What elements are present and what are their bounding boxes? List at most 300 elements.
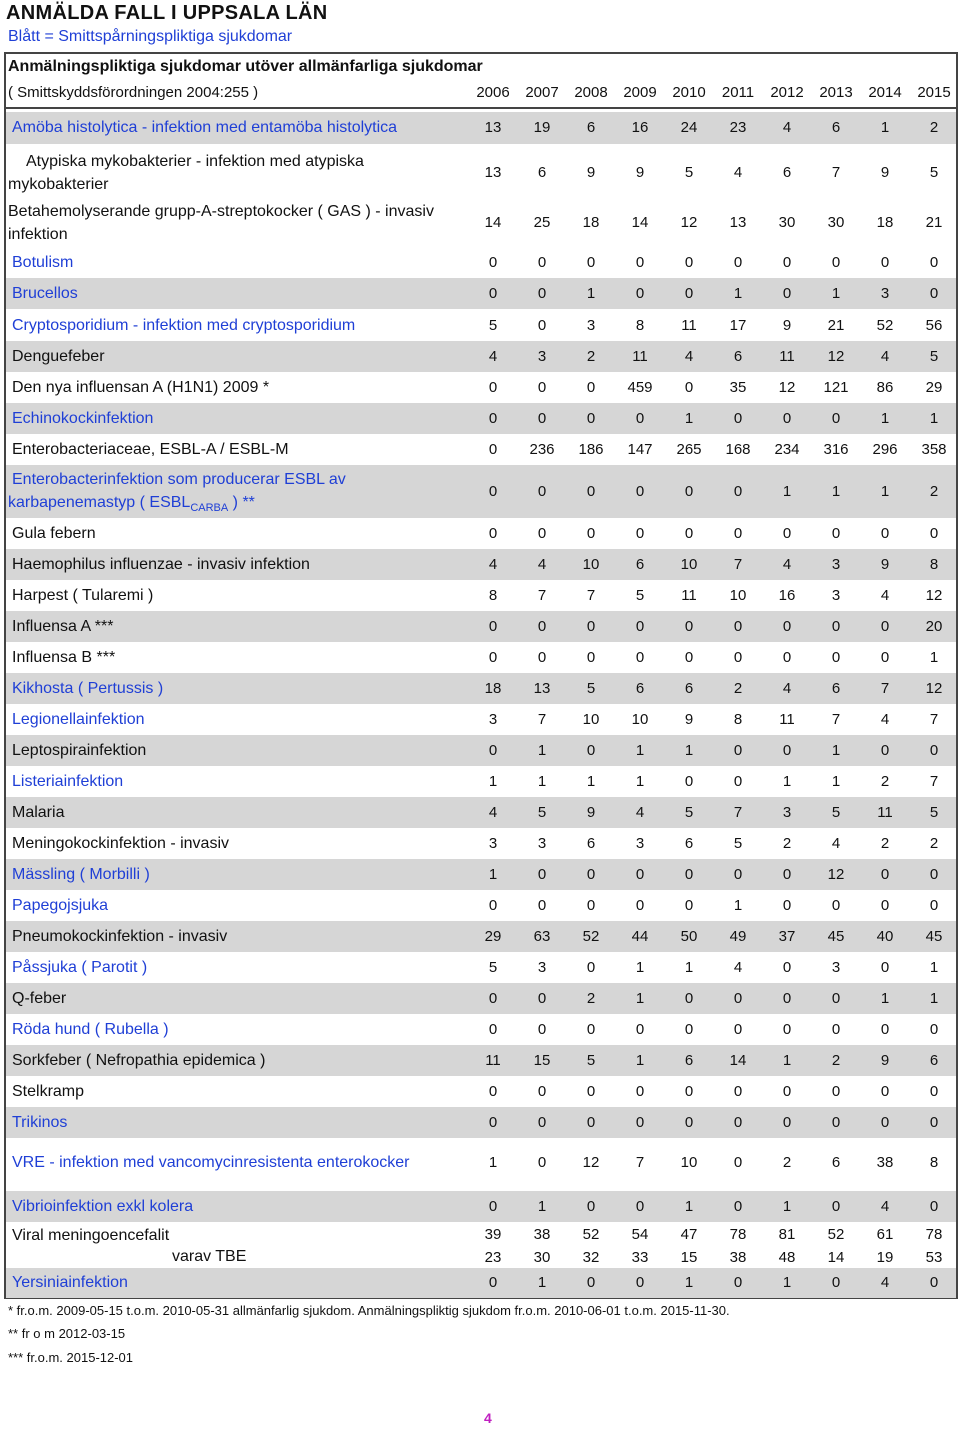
value-cell: 11 [485, 1052, 501, 1069]
value-cell: 0 [537, 379, 547, 396]
value-cell: 0 [733, 410, 743, 427]
value-cell: 0 [831, 1021, 841, 1038]
value-cell: 0 [782, 990, 792, 1007]
value-cell: 4 [880, 1274, 890, 1291]
table-row [6, 341, 956, 372]
value-cell: 1 [831, 285, 841, 302]
table-row [6, 200, 956, 246]
subvalue-cell: 30 [533, 1249, 551, 1266]
value-cell: 23 [729, 119, 747, 136]
table-row [6, 797, 956, 828]
value-cell: 1 [635, 773, 645, 790]
value-cell: 4 [831, 835, 841, 852]
table-row [6, 1268, 956, 1298]
value-cell: 0 [635, 897, 645, 914]
value-cell: 1 [880, 990, 890, 1007]
value-cell: 0 [586, 618, 596, 635]
value-cell: 0 [880, 742, 890, 759]
value-cell: 0 [537, 990, 547, 1007]
value-cell: 0 [488, 897, 498, 914]
value-cell: 0 [782, 742, 792, 759]
value-cell: 5 [488, 959, 498, 976]
page-subtitle: Blått = Smittspårningspliktiga sjukdomar [8, 28, 293, 45]
value-cell: 7 [586, 587, 596, 604]
value-cell: 30 [778, 214, 796, 231]
value-cell: 4 [880, 711, 890, 728]
value-cell: 3 [831, 587, 841, 604]
disease-name: Sorkfeber ( Nefropathia epidemica ) [12, 1051, 266, 1069]
value-cell: 11 [681, 317, 697, 334]
value-cell: 39 [484, 1226, 502, 1243]
value-cell: 49 [729, 928, 747, 945]
value-cell: 6 [684, 835, 694, 852]
value-cell: 0 [586, 379, 596, 396]
value-cell: 7 [635, 1154, 645, 1171]
disease-name: Gula febern [12, 524, 96, 542]
table-subheading: ( Smittskyddsförordningen 2004:255 ) [8, 84, 259, 101]
value-cell: 29 [484, 928, 502, 945]
value-cell: 1 [782, 483, 792, 500]
value-cell: 234 [774, 441, 800, 458]
value-cell: 0 [733, 1021, 743, 1038]
value-cell: 1 [635, 959, 645, 976]
value-cell: 11 [632, 348, 648, 365]
value-cell: 0 [733, 1114, 743, 1131]
value-cell: 12 [827, 348, 845, 365]
value-cell: 5 [929, 804, 939, 821]
disease-name: Atypiska mykobakterier - infektion med atypiska mykobakterier [8, 153, 364, 193]
value-cell: 6 [586, 835, 596, 852]
value-cell: 44 [631, 928, 649, 945]
value-cell: 5 [684, 804, 694, 821]
value-cell: 0 [684, 1114, 694, 1131]
table-row [6, 403, 956, 434]
value-cell: 5 [635, 587, 645, 604]
value-cell: 0 [488, 742, 498, 759]
value-cell: 0 [635, 649, 645, 666]
year-header: 2009 [623, 84, 657, 101]
value-cell: 1 [831, 742, 841, 759]
disease-subname: varav TBE [172, 1248, 247, 1265]
value-cell: 7 [880, 680, 890, 697]
value-cell: 0 [929, 1114, 939, 1131]
value-cell: 1 [488, 866, 498, 883]
value-cell: 3 [831, 556, 841, 573]
table-row [6, 1014, 956, 1045]
value-cell: 0 [684, 525, 694, 542]
value-cell: 0 [488, 1198, 498, 1215]
disease-name: Legionellainfektion [12, 710, 145, 728]
value-cell: 0 [488, 649, 498, 666]
table-row [6, 859, 956, 890]
value-cell: 0 [635, 1114, 645, 1131]
subvalue-cell: 19 [876, 1249, 894, 1266]
value-cell: 0 [782, 285, 792, 302]
value-cell: 78 [925, 1226, 943, 1243]
value-cell: 0 [733, 254, 743, 271]
value-cell: 2 [880, 773, 890, 790]
value-cell: 0 [831, 618, 841, 635]
table-row [6, 1222, 956, 1268]
subvalue-cell: 38 [729, 1249, 747, 1266]
value-cell: 1 [488, 1154, 498, 1171]
footnote-1: * fr.o.m. 2009-05-15 t.o.m. 2010-05-31 allmänfarlig sjukdom. Anmälningspliktig sjukdom fr.o.m. 2010-06-01 t.o.m. 2015-11-30. [8, 1303, 730, 1318]
value-cell: 3 [488, 835, 498, 852]
value-cell: 0 [733, 1198, 743, 1215]
value-cell: 0 [488, 1021, 498, 1038]
disease-name: Amöba histolytica - infektion med entamöba histolytica [12, 119, 398, 136]
value-cell: 1 [733, 897, 743, 914]
value-cell: 6 [831, 1154, 841, 1171]
value-cell: 0 [586, 1083, 596, 1100]
value-cell: 0 [586, 1198, 596, 1215]
value-cell: 0 [831, 410, 841, 427]
value-cell: 19 [533, 119, 551, 136]
table-row [6, 673, 956, 704]
value-cell: 2 [929, 483, 939, 500]
value-cell: 6 [831, 680, 841, 697]
value-cell: 30 [827, 214, 845, 231]
value-cell: 1 [537, 1274, 547, 1291]
value-cell: 8 [929, 1154, 939, 1171]
value-cell: 0 [586, 525, 596, 542]
value-cell: 0 [635, 1021, 645, 1038]
value-cell: 6 [929, 1052, 939, 1069]
value-cell: 4 [880, 348, 890, 365]
value-cell: 0 [635, 254, 645, 271]
disease-name: Enterobacterinfektion som producerar ESBL av karbapenemastyp ( $ESBL_{CARBA}$ ) ** [8, 471, 346, 514]
value-cell: 0 [782, 959, 792, 976]
value-cell: 45 [827, 928, 845, 945]
value-cell: 0 [586, 254, 596, 271]
disease-name: Harpest ( Tularemi ) [12, 586, 154, 604]
table-row [6, 1191, 956, 1222]
disease-name: Pneumokockinfektion - invasiv [12, 927, 228, 945]
value-cell: 0 [537, 649, 547, 666]
value-cell: 6 [831, 119, 841, 136]
value-cell: 21 [827, 317, 845, 334]
value-cell: 0 [831, 1114, 841, 1131]
value-cell: 0 [782, 866, 792, 883]
table-row [6, 983, 956, 1014]
value-cell: 5 [929, 164, 939, 181]
value-cell: 0 [831, 254, 841, 271]
value-cell: 0 [586, 483, 596, 500]
value-cell: 7 [831, 164, 841, 181]
value-cell: 0 [929, 1274, 939, 1291]
value-cell: 52 [827, 1226, 845, 1243]
value-cell: 15 [533, 1052, 551, 1069]
value-cell: 0 [684, 285, 694, 302]
disease-name: Echinokockinfektion [12, 409, 154, 427]
value-cell: 18 [484, 680, 502, 697]
disease-name: Influensa B *** [12, 648, 116, 666]
value-cell: 1 [782, 1052, 792, 1069]
value-cell: 9 [586, 164, 596, 181]
value-cell: 0 [586, 649, 596, 666]
value-cell: 52 [582, 928, 600, 945]
table-row [6, 250, 956, 276]
value-cell: 0 [831, 1274, 841, 1291]
disease-name: Brucellos [12, 284, 78, 302]
value-cell: 0 [880, 618, 890, 635]
value-cell: 0 [880, 649, 890, 666]
table-row [6, 112, 956, 144]
value-cell: 0 [586, 1021, 596, 1038]
disease-name: Kikhosta ( Pertussis ) [12, 679, 164, 697]
value-cell: 12 [582, 1154, 600, 1171]
value-cell: 9 [880, 1052, 890, 1069]
table-row [6, 704, 956, 735]
value-cell: 20 [925, 618, 943, 635]
table-row [6, 310, 956, 341]
value-cell: 0 [586, 1274, 596, 1291]
value-cell: 0 [537, 254, 547, 271]
value-cell: 4 [488, 804, 498, 821]
value-cell: 0 [537, 1021, 547, 1038]
value-cell: 186 [578, 441, 604, 458]
value-cell: 8 [635, 317, 645, 334]
value-cell: 0 [929, 866, 939, 883]
value-cell: 0 [586, 959, 596, 976]
value-cell: 1 [537, 742, 547, 759]
value-cell: 3 [831, 959, 841, 976]
table-row [6, 1143, 956, 1183]
value-cell: 6 [684, 680, 694, 697]
value-cell: 0 [782, 410, 792, 427]
value-cell: 8 [488, 587, 498, 604]
subvalue-cell: 23 [484, 1249, 502, 1266]
value-cell: 1 [586, 285, 596, 302]
value-cell: 3 [782, 804, 792, 821]
value-cell: 265 [676, 441, 702, 458]
value-cell: 5 [733, 835, 743, 852]
value-cell: 2 [880, 835, 890, 852]
value-cell: 0 [488, 483, 498, 500]
value-cell: 1 [488, 773, 498, 790]
value-cell: 0 [929, 1083, 939, 1100]
value-cell: 10 [582, 556, 600, 573]
value-cell: 0 [929, 285, 939, 302]
value-cell: 5 [586, 1052, 596, 1069]
value-cell: 0 [635, 866, 645, 883]
value-cell: 0 [782, 897, 792, 914]
value-cell: 147 [627, 441, 653, 458]
value-cell: 5 [831, 804, 841, 821]
value-cell: 3 [537, 959, 547, 976]
value-cell: 0 [537, 618, 547, 635]
disease-name: Q-feber [12, 989, 67, 1007]
value-cell: 14 [631, 214, 649, 231]
value-cell: 3 [488, 711, 498, 728]
subscript-label: CARBA [190, 502, 229, 514]
value-cell: 21 [925, 214, 943, 231]
value-cell: 5 [929, 348, 939, 365]
value-cell: 3 [537, 348, 547, 365]
value-cell: 1 [929, 649, 939, 666]
value-cell: 38 [876, 1154, 894, 1171]
table-row [6, 921, 956, 952]
table-row [6, 766, 956, 797]
value-cell: 0 [733, 618, 743, 635]
disease-name: Den nya influensan A (H1N1) 2009 * [12, 378, 270, 396]
value-cell: 0 [782, 254, 792, 271]
disease-name: Mässling ( Morbilli ) [12, 865, 150, 883]
value-cell: 0 [880, 1021, 890, 1038]
value-cell: 0 [831, 1083, 841, 1100]
value-cell: 0 [488, 618, 498, 635]
value-cell: 1 [929, 959, 939, 976]
year-header: 2014 [868, 84, 902, 101]
value-cell: 0 [880, 959, 890, 976]
disease-name: Trikinos [12, 1113, 68, 1131]
value-cell: 0 [733, 742, 743, 759]
value-cell: 6 [733, 348, 743, 365]
value-cell: 0 [831, 990, 841, 1007]
value-cell: 0 [684, 866, 694, 883]
value-cell: 0 [831, 897, 841, 914]
value-cell: 0 [880, 1114, 890, 1131]
value-cell: 236 [529, 441, 555, 458]
disease-name: Yersiniainfektion [12, 1274, 128, 1291]
value-cell: 3 [537, 835, 547, 852]
value-cell: 0 [684, 379, 694, 396]
value-cell: 2 [929, 119, 939, 136]
subvalue-cell: 14 [827, 1249, 845, 1266]
value-cell: 10 [582, 711, 600, 728]
value-cell: 12 [778, 379, 796, 396]
value-cell: 12 [827, 866, 845, 883]
table-row [6, 952, 956, 983]
value-cell: 0 [684, 1083, 694, 1100]
value-cell: 1 [684, 1198, 694, 1215]
value-cell: 4 [733, 164, 743, 181]
value-cell: 2 [733, 680, 743, 697]
value-cell: 296 [872, 441, 898, 458]
value-cell: 0 [635, 525, 645, 542]
value-cell: 12 [680, 214, 698, 231]
page-title: ANMÄLDA FALL I UPPSALA LÄN [6, 2, 328, 24]
value-cell: 13 [484, 119, 502, 136]
value-cell: 10 [680, 556, 698, 573]
value-cell: 1 [684, 959, 694, 976]
value-cell: 1 [880, 483, 890, 500]
value-cell: 0 [488, 1114, 498, 1131]
value-cell: 2 [586, 990, 596, 1007]
value-cell: 1 [635, 990, 645, 1007]
value-cell: 61 [876, 1226, 894, 1243]
value-cell: 0 [733, 1274, 743, 1291]
value-cell: 0 [733, 990, 743, 1007]
value-cell: 18 [582, 214, 600, 231]
year-header: 2011 [721, 84, 755, 101]
table-row [6, 518, 956, 549]
value-cell: 1 [537, 773, 547, 790]
value-cell: 0 [684, 1021, 694, 1038]
year-header: 2013 [819, 84, 853, 101]
value-cell: 0 [537, 317, 547, 334]
value-cell: 7 [929, 711, 939, 728]
value-cell: 24 [680, 119, 698, 136]
disease-name: Listeriainfektion [12, 772, 124, 790]
value-cell: 0 [635, 618, 645, 635]
value-cell: 0 [684, 990, 694, 1007]
value-cell: 0 [831, 525, 841, 542]
value-cell: 3 [635, 835, 645, 852]
value-cell: 0 [733, 483, 743, 500]
value-cell: 0 [586, 742, 596, 759]
value-cell: 168 [725, 441, 751, 458]
value-cell: 0 [586, 410, 596, 427]
value-cell: 121 [823, 379, 849, 396]
value-cell: 0 [537, 410, 547, 427]
value-cell: 0 [880, 525, 890, 542]
footnote-2: ** fr o m 2012-03-15 [8, 1326, 126, 1341]
value-cell: 0 [537, 483, 547, 500]
value-cell: 1 [782, 1198, 792, 1215]
value-cell: 5 [684, 164, 694, 181]
table-row [6, 150, 956, 196]
value-cell: 50 [680, 928, 698, 945]
subvalue-cell: 33 [631, 1249, 649, 1266]
value-cell: 0 [782, 1114, 792, 1131]
table-row [6, 890, 956, 921]
value-cell: 9 [880, 556, 890, 573]
value-cell: 0 [635, 410, 645, 427]
disease-name: Vibrioinfektion exkl kolera [12, 1197, 194, 1215]
value-cell: 0 [929, 1198, 939, 1215]
disease-name: Stelkramp [12, 1082, 85, 1100]
value-cell: 0 [488, 285, 498, 302]
value-cell: 7 [831, 711, 841, 728]
value-cell: 4 [488, 348, 498, 365]
value-cell: 6 [586, 119, 596, 136]
value-cell: 0 [733, 649, 743, 666]
value-cell: 1 [684, 1274, 694, 1291]
value-cell: 0 [537, 285, 547, 302]
value-cell: 0 [782, 525, 792, 542]
year-header: 2006 [476, 84, 510, 101]
value-cell: 4 [684, 348, 694, 365]
value-cell: 37 [778, 928, 796, 945]
value-cell: 54 [631, 1226, 649, 1243]
value-cell: 0 [488, 410, 498, 427]
header-divider [6, 107, 956, 109]
value-cell: 12 [925, 587, 943, 604]
value-cell: 0 [880, 254, 890, 271]
value-cell: 0 [537, 897, 547, 914]
disease-table [4, 52, 958, 1299]
table-row [6, 611, 956, 642]
value-cell: 14 [729, 1052, 747, 1069]
value-cell: 0 [537, 1083, 547, 1100]
value-cell: 81 [778, 1226, 796, 1243]
disease-name: Röda hund ( Rubella ) [12, 1020, 169, 1038]
value-cell: 0 [782, 1021, 792, 1038]
value-cell: 1 [537, 1198, 547, 1215]
value-cell: 0 [635, 1083, 645, 1100]
value-cell: 25 [533, 214, 551, 231]
value-cell: 16 [778, 587, 796, 604]
value-cell: 13 [484, 164, 502, 181]
disease-name: Influensa A *** [12, 617, 114, 635]
value-cell: 2 [782, 1154, 792, 1171]
table-row [6, 580, 956, 611]
value-cell: 52 [876, 317, 894, 334]
value-cell: 0 [733, 1154, 743, 1171]
value-cell: 6 [684, 1052, 694, 1069]
value-cell: 40 [876, 928, 894, 945]
